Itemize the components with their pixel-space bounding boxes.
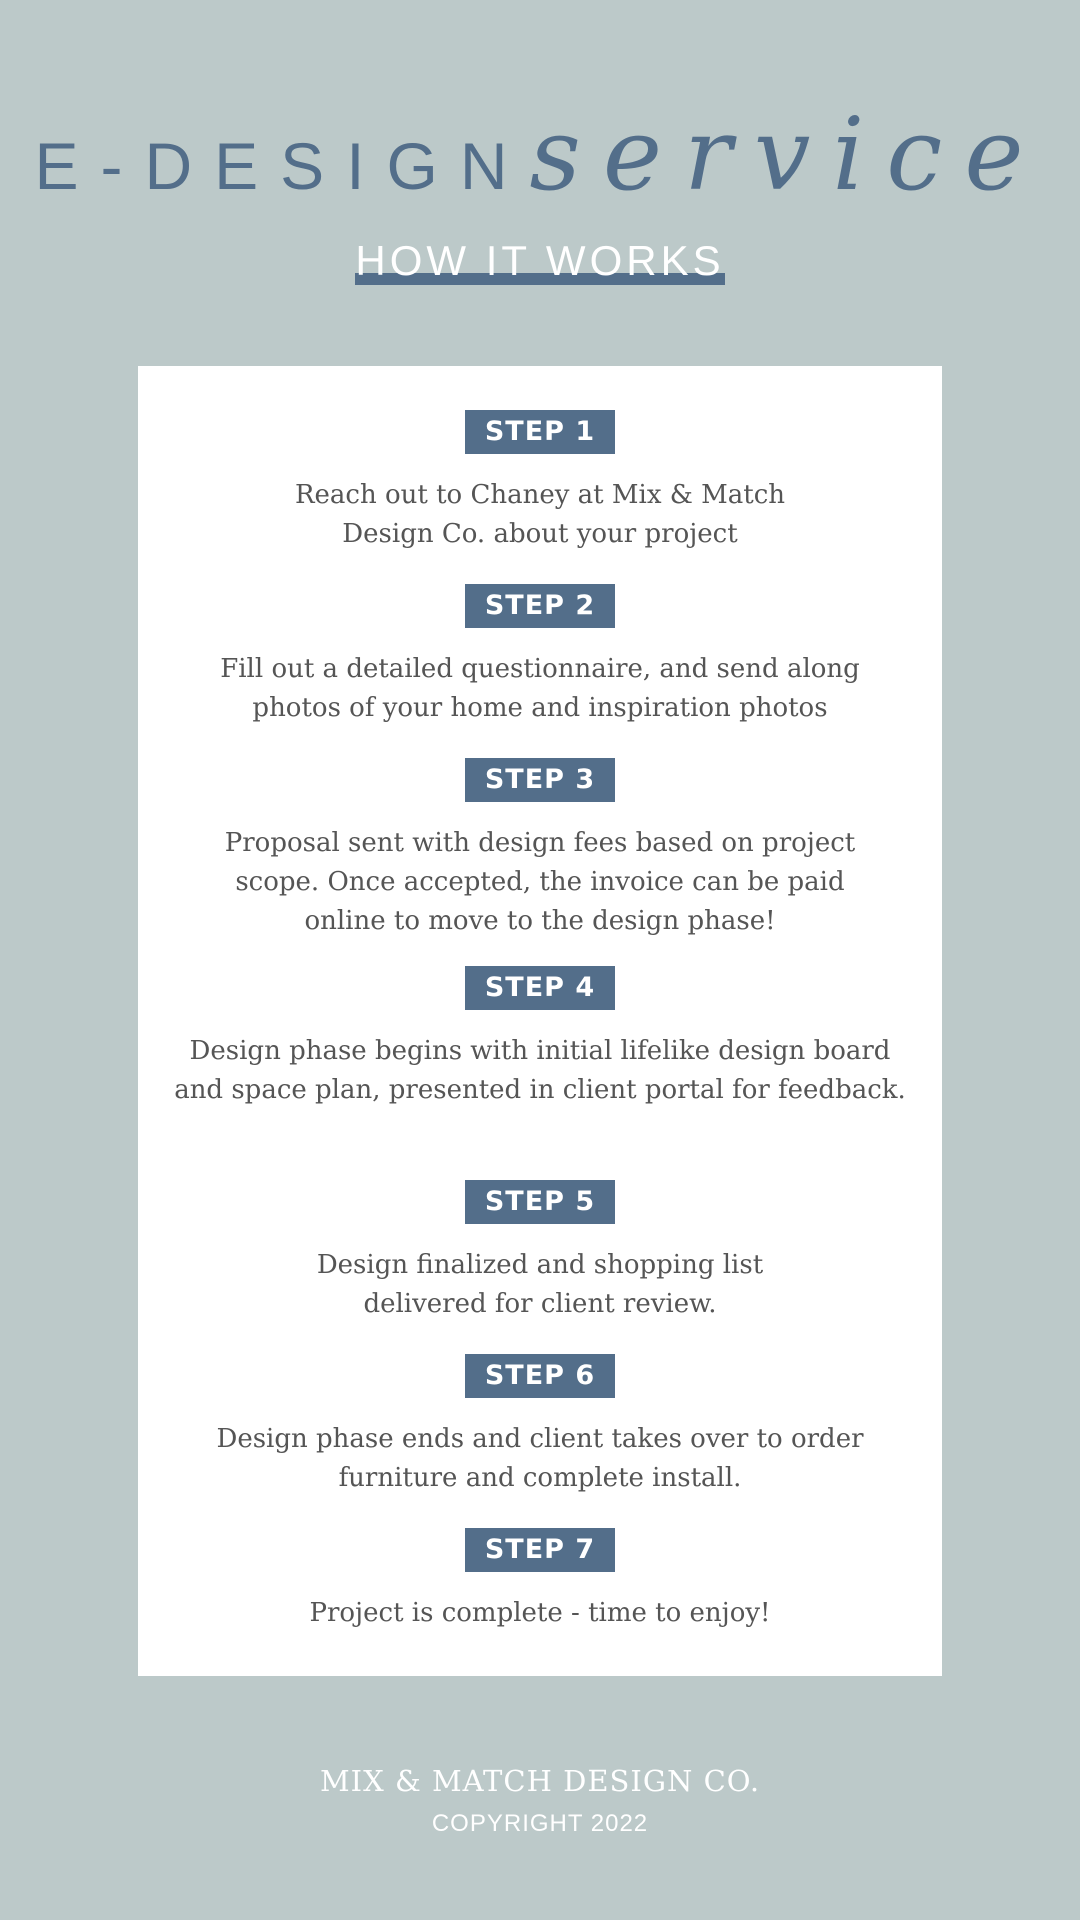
step-6 bbox=[138, 1354, 942, 1498]
subtitle-text: HOW IT WORKS bbox=[355, 237, 725, 284]
title-script: service bbox=[529, 96, 1046, 213]
step-badge: STEP 2 bbox=[465, 584, 615, 628]
step-description: Project is complete - time to enjoy! bbox=[309, 1598, 771, 1628]
step-badge: STEP 1 bbox=[465, 410, 615, 454]
steps-card bbox=[138, 366, 942, 1676]
step-2 bbox=[138, 584, 942, 728]
step-description: Reach out to Chaney at Mix & Match Design Co. about your project bbox=[294, 480, 786, 549]
step-description: Design phase ends and client takes over to order furniture and complete install. bbox=[216, 1424, 864, 1493]
subtitle-wrap bbox=[0, 234, 1080, 288]
page-title bbox=[0, 96, 1080, 213]
step-4 bbox=[138, 966, 942, 1110]
step-badge: STEP 7 bbox=[465, 1528, 615, 1572]
step-3 bbox=[138, 758, 942, 941]
step-description: Design finalized and shopping list delivered for client review. bbox=[316, 1250, 764, 1319]
step-description: Proposal sent with design fees based on project scope. Once accepted, the invoice can be paid online to move to the design phase! bbox=[224, 828, 856, 936]
title-prefix: E-DESIGN bbox=[34, 129, 530, 203]
step-1 bbox=[138, 410, 942, 554]
step-badge: STEP 4 bbox=[465, 966, 615, 1010]
step-7 bbox=[138, 1528, 942, 1633]
step-5 bbox=[138, 1180, 942, 1324]
footer-brand: MIX & MATCH DESIGN CO. bbox=[319, 1764, 761, 1798]
step-description: Design phase begins with initial lifelike design board and space plan, presented in client portal for feedback. bbox=[174, 1036, 906, 1105]
step-badge: STEP 6 bbox=[465, 1354, 615, 1398]
step-badge: STEP 5 bbox=[465, 1180, 615, 1224]
subtitle bbox=[351, 234, 728, 288]
step-badge: STEP 3 bbox=[465, 758, 615, 802]
footer-copyright: COPYRIGHT 2022 bbox=[431, 1810, 649, 1837]
step-description: Fill out a detailed questionnaire, and send along photos of your home and inspiration photos bbox=[220, 654, 860, 723]
